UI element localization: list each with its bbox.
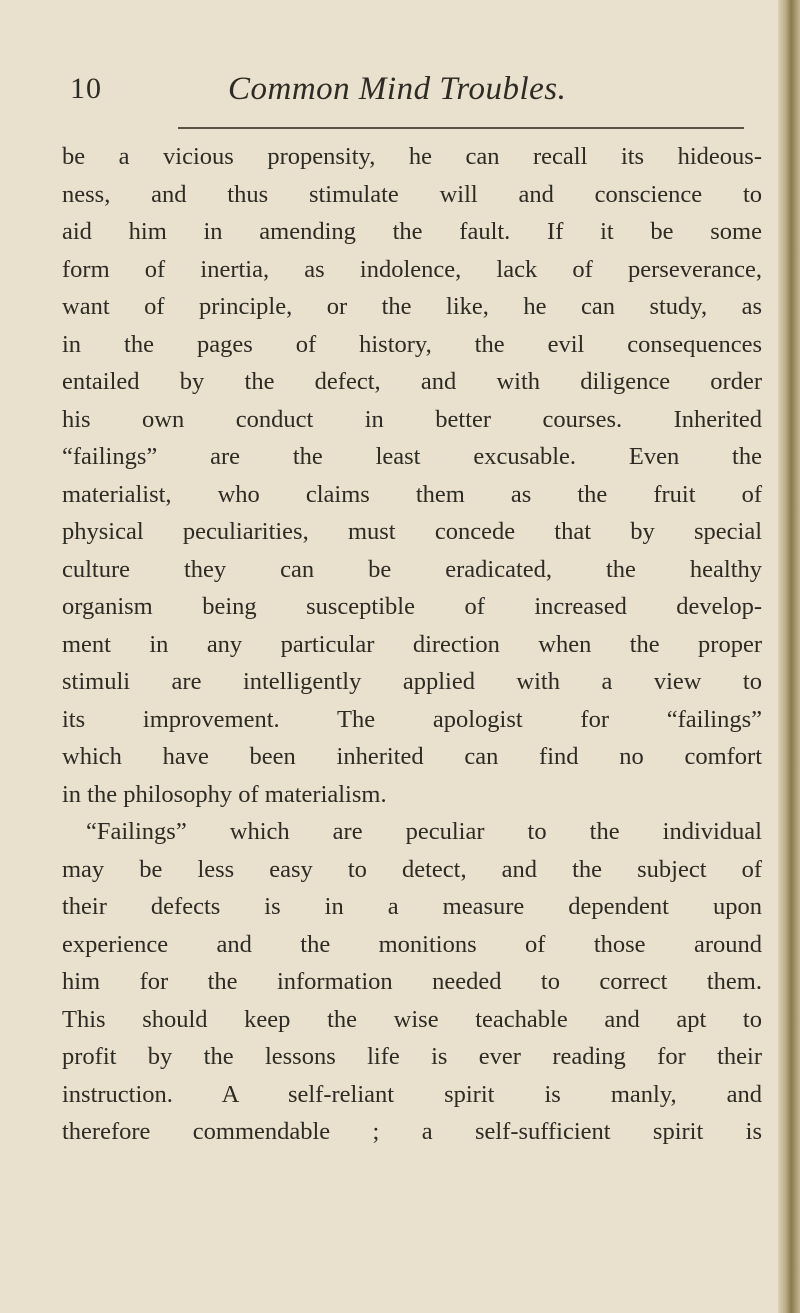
paragraph-end-line: in the philosophy of materialism. — [62, 780, 387, 808]
text-line: instruction. A self-reliant spirit is manly, and — [62, 1080, 762, 1108]
text-line: profit by the lessons life is ever reading for their — [62, 1043, 762, 1070]
text-line: be a vicious propensity, he can recall its hideous- — [62, 143, 762, 170]
text-line: “failings” are the least excusable. Even the — [62, 443, 762, 470]
page-number: 10 — [70, 72, 102, 105]
text-line: in the pages of history, the evil consequences — [62, 330, 762, 358]
paragraph-start-line: “Failings” which are peculiar to the individual — [86, 818, 762, 845]
text-line: ment in any particular direction when the proper — [62, 630, 762, 658]
running-title: Common Mind Troubles. — [228, 71, 567, 107]
text-line: ness, and thus stimulate will and conscience to — [62, 180, 762, 208]
text-line: entailed by the defect, and with diligence order — [62, 368, 762, 395]
text-line: form of inertia, as indolence, lack of perseverance, — [62, 255, 762, 283]
text-line: materialist, who claims them as the fruit of — [62, 480, 762, 508]
text-line: experience and the monitions of those around — [62, 930, 762, 958]
text-line: physical peculiarities, must concede that by special — [62, 518, 762, 545]
text-line: their defects is in a measure dependent upon — [62, 893, 762, 920]
page-header — [62, 58, 752, 108]
text-line: which have been inherited can find no comfort — [62, 743, 762, 770]
text-line: This should keep the wise teachable and apt to — [62, 1005, 762, 1033]
header-rule — [178, 127, 744, 129]
text-line: his own conduct in better courses. Inherited — [62, 405, 762, 433]
text-line: stimuli are intelligently applied with a view to — [62, 668, 762, 695]
text-line: may be less easy to detect, and the subject of — [62, 855, 762, 883]
body-text — [62, 138, 762, 1151]
text-line: organism being susceptible of increased develop- — [62, 593, 762, 620]
text-line: want of principle, or the like, he can study, as — [62, 293, 762, 320]
page-edge-shadow — [778, 0, 800, 1313]
text-line: aid him in amending the fault. If it be some — [62, 218, 762, 245]
text-line: him for the information needed to correct them. — [62, 968, 762, 995]
text-line: culture they can be eradicated, the healthy — [62, 555, 762, 583]
text-line: therefore commendable ; a self-sufficient spirit is — [62, 1118, 762, 1145]
text-line: its improvement. The apologist for “failings” — [62, 705, 762, 733]
